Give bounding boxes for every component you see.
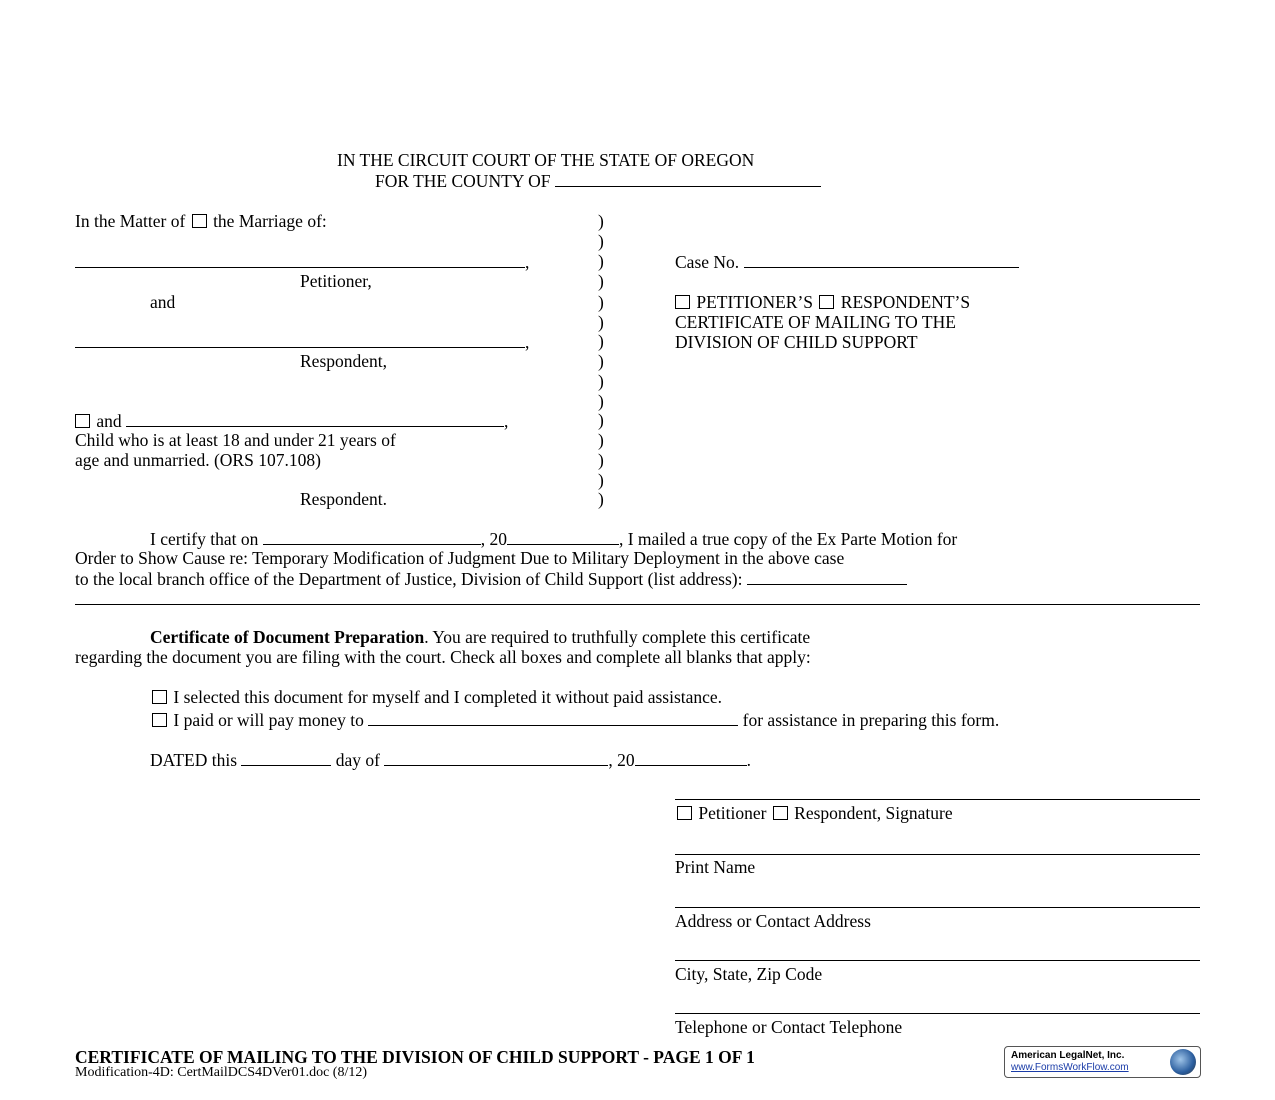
logo-name: American LegalNet, Inc. [1011,1050,1125,1061]
footer-form-id: Modification-4D: CertMailDCS4DVer01.doc (8/12) [75,1065,368,1080]
american-legalnet-logo[interactable] [1004,1046,1201,1078]
paren: ) [598,430,604,450]
petitioner-name-field[interactable] [75,251,525,268]
respondent-final-label: Respondent. [300,489,388,509]
petitioner-name-line: , [75,251,529,272]
certify-line3: to the local branch office of the Department of Justice, Division of Child Support (list address): [75,568,907,589]
child-checkbox[interactable] [75,414,90,428]
certify-line1: I certify that on , 20 , I mailed a true copy of the Ex Parte Motion for [150,529,958,549]
prep-title: Certificate of Document Preparation [150,627,425,647]
prep-option-paid: I paid or will pay money to for assistance in preparing this form. [150,709,999,730]
telephone-label: Telephone or Contact Telephone [675,1017,903,1037]
signature-label: Petitioner Respondent, Signature [675,803,953,823]
certify-line2: Order to Show Cause re: Temporary Modification of Judgment Due to Military Deployment in the above case [75,548,845,568]
paren: ) [598,410,604,430]
respondents-checkbox[interactable] [819,295,834,309]
globe-icon [1170,1049,1196,1075]
paren: ) [598,251,604,271]
respondent-label: Respondent, [300,351,388,371]
paren: ) [598,231,604,251]
paren: ) [598,489,604,509]
mailing-year-field[interactable] [507,528,619,545]
telephone-field[interactable] [675,1013,1200,1014]
dated-line: DATED this day of , 20 . [150,750,751,770]
respondent-name-line: , [75,331,529,352]
print-name-label: Print Name [675,857,756,877]
address-continuation-line[interactable] [75,604,1200,605]
prep-line1: Certificate of Document Preparation. You are required to truthfully complete this certificate [150,627,811,647]
matter-line: In the Matter of the Marriage of: [75,211,327,231]
case-number-field[interactable] [744,251,1019,268]
county-heading: FOR THE COUNTY OF [375,170,821,191]
child-description-1: Child who is at least 18 and under 21 years of [75,430,396,450]
document-title-line2: CERTIFICATE OF MAILING TO THE [675,312,956,332]
child-name-field[interactable] [126,410,504,427]
footer-title: CERTIFICATE OF MAILING TO THE DIVISION OF CHILD SUPPORT - PAGE 1 OF 1 [75,1047,755,1067]
prep-option-self: I selected this document for myself and I completed it without paid assistance. [150,687,722,707]
logo-link[interactable]: www.FormsWorkFlow.com [1011,1062,1129,1073]
paren: ) [598,331,604,351]
dated-day-field[interactable] [241,749,331,766]
county-field[interactable] [555,170,821,187]
document-title-line3: DIVISION OF CHILD SUPPORT [675,332,918,352]
child-description-2: age and unmarried. (ORS 107.108) [75,450,321,470]
petitioners-checkbox[interactable] [675,295,690,309]
city-state-zip-label: City, State, Zip Code [675,964,823,984]
paren: ) [598,450,604,470]
paid-assistance-checkbox[interactable] [152,713,167,727]
address-label: Address or Contact Address [675,911,871,931]
prep-line2: regarding the document you are filing with the court. Check all boxes and complete all blanks that apply: [75,647,811,667]
signature-petitioner-checkbox[interactable] [677,806,692,820]
paren: ) [598,391,604,411]
paren: ) [598,470,604,490]
address-field[interactable] [675,907,1200,908]
case-number-line: Case No. [675,251,1019,272]
petitioner-label: Petitioner, [300,271,372,291]
dcs-address-field[interactable] [747,568,907,585]
paren: ) [598,292,604,312]
self-prepared-checkbox[interactable] [152,690,167,704]
signature-respondent-checkbox[interactable] [773,806,788,820]
respondent-name-field[interactable] [75,331,525,348]
and-label: and [150,292,176,312]
print-name-field[interactable] [675,854,1200,855]
paren: ) [598,371,604,391]
child-and-line: and , [75,410,508,431]
paren: ) [598,312,604,332]
marriage-checkbox[interactable] [192,214,207,228]
paren: ) [598,351,604,371]
court-heading: IN THE CIRCUIT COURT OF THE STATE OF OREGON [337,150,755,170]
mailing-date-field[interactable] [263,528,481,545]
dated-month-field[interactable] [384,749,608,766]
paren: ) [598,211,604,231]
signature-field[interactable] [675,799,1200,800]
city-state-zip-field[interactable] [675,960,1200,961]
paren: ) [598,271,604,291]
preparer-name-field[interactable] [368,709,738,726]
dated-year-field[interactable] [635,749,747,766]
document-title-line1: PETITIONER’S RESPONDENT’S [675,292,970,312]
